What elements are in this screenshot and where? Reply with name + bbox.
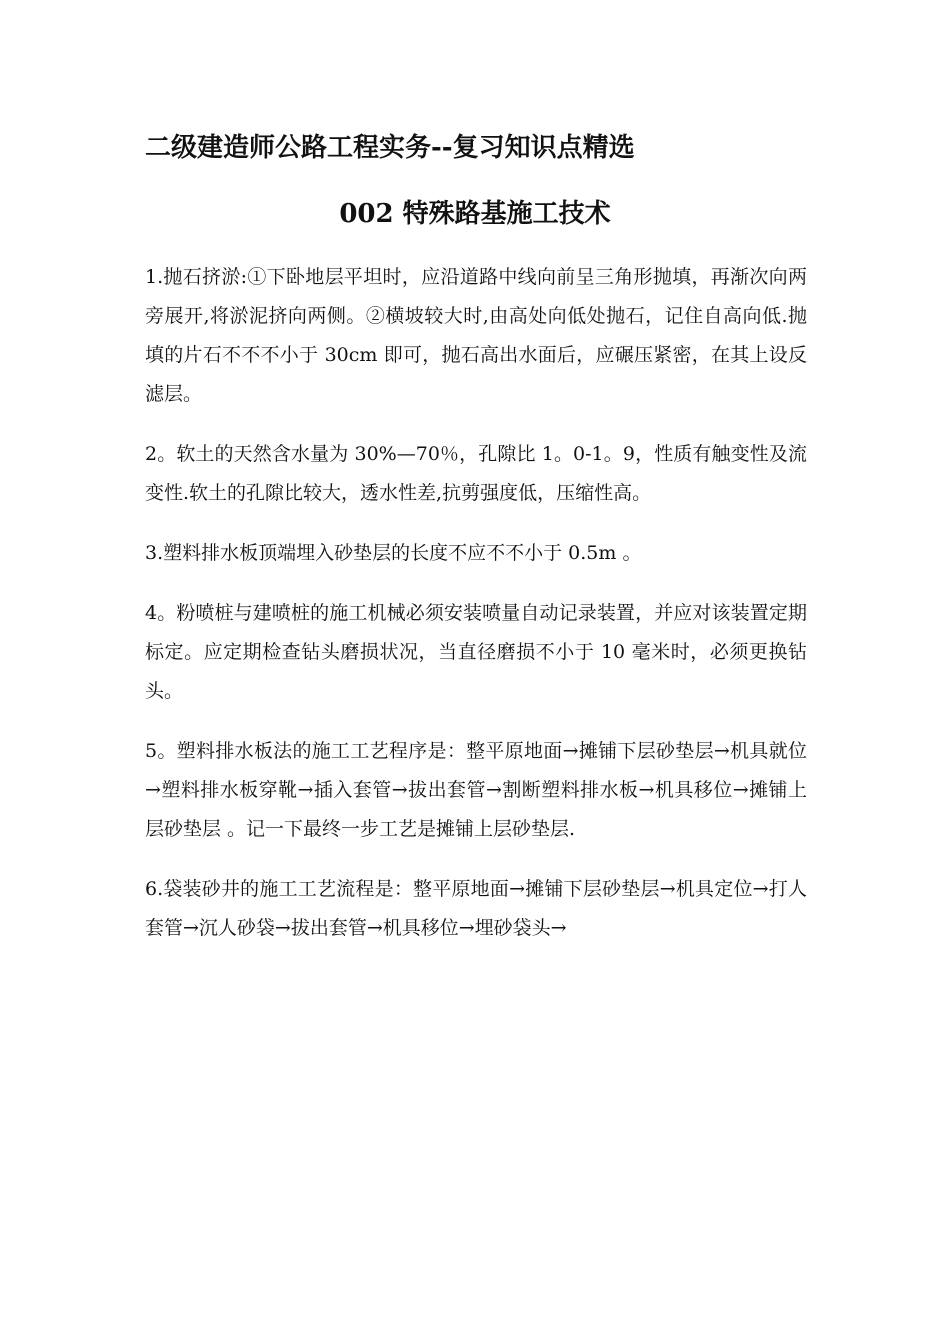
document-body xyxy=(145,258,807,969)
paragraph-2: 2。软土的天然含水量为 30%—70％，孔隙比 1。0-1。9，性质有触变性及流变性.软土的孔隙比较大，透水性差,抗剪强度低，压缩性高。 xyxy=(145,443,807,504)
paragraph-3: 3.塑料排水板顶端埋入砂垫层的长度不应不不小于 0.5m 。 xyxy=(145,542,642,564)
document-title: 二级建造师公路工程实务--复习知识点精选 xyxy=(145,133,635,163)
paragraph-6: 6.袋装砂井的施工工艺流程是：整平原地面→摊铺下层砂垫层→机具定位→打人套管→沉人砂袋→拔出套管→机具移位→埋砂袋头→ xyxy=(145,878,807,939)
paragraph-1: 1.抛石挤淤:①下卧地层平坦时，应沿道路中线向前呈三角形抛填，再渐次向两旁展开,将淤泥挤向两侧。②横坡较大时,由高处向低处抛石，记住自高向低.抛填的片石不不不小于 30cm 即可，抛石高出水面后，应碾压紧密，在其上设反滤层。 xyxy=(145,266,807,405)
section-heading: 002 特殊路基施工技术 xyxy=(339,199,611,229)
paragraph-4: 4。粉喷桩与建喷桩的施工机械必须安装喷量自动记录装置，并应对该装置定期标定。应定期检查钻头磨损状况，当直径磨损不小于 10 毫米时，必须更换钻头。 xyxy=(145,602,807,702)
paragraph-5: 5。塑料排水板法的施工工艺程序是：整平原地面→摊铺下层砂垫层→机具就位→塑料排水板穿靴→插入套管→拔出套管→割断塑料排水板→机具移位→摊铺上层砂垫层 。记一下最终一步工艺是摊铺上层砂垫层. xyxy=(145,740,807,840)
